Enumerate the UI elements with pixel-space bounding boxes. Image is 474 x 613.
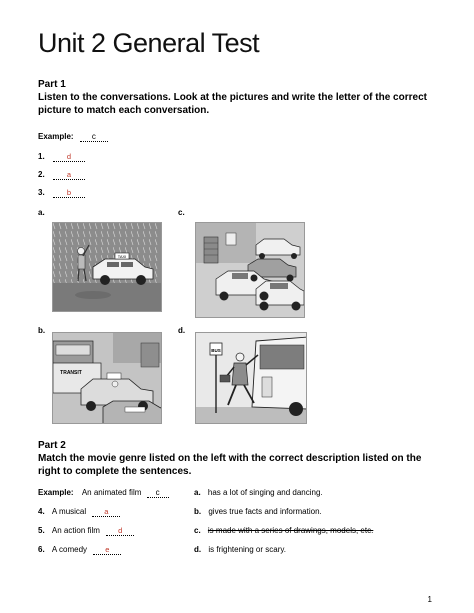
description-c: [194, 526, 373, 535]
answer-blank[interactable]: [92, 507, 120, 517]
item-number: 5.: [38, 526, 45, 535]
transit-sign-text: TRANSIT: [60, 370, 82, 376]
genre-text: An animated film: [81, 488, 142, 497]
man-running-for-bus-illustration: [195, 332, 307, 424]
part2-example-row: [38, 488, 169, 498]
part1-example: [38, 132, 108, 142]
picture-label-c: c.: [178, 208, 185, 217]
part2-item-4: [38, 507, 120, 517]
description-letter: c.: [194, 526, 201, 535]
answer-text: b: [66, 188, 71, 197]
description-text: gives true facts and information.: [208, 507, 322, 516]
part2-heading: Part 2: [38, 440, 66, 451]
taxi-sign-text: TAXI: [117, 254, 127, 259]
description-letter: b.: [194, 507, 202, 516]
part2-item-5: [38, 526, 134, 536]
description-text: is frightening or scary.: [208, 545, 287, 554]
item-number: 3.: [38, 188, 45, 197]
description-text-used: is made with a series of drawings, models, etc.: [207, 526, 374, 535]
answer-text: d: [118, 526, 123, 535]
genre-text: An action film: [51, 526, 100, 535]
part1-instructions: Listen to the conversations. Look at the pictures and write the letter of the correct picture to match each conversation.: [38, 92, 427, 116]
answer-blank[interactable]: [53, 170, 85, 180]
answer-text: a: [104, 507, 109, 516]
description-letter: a.: [194, 488, 201, 497]
part1-heading: Part 1: [38, 79, 66, 90]
answer-text: a: [66, 170, 71, 179]
answer-blank[interactable]: [53, 188, 85, 198]
bus-stop-sign-text: BUS: [211, 348, 221, 353]
example-answer-blank: [147, 488, 169, 498]
picture-label-a: a.: [38, 208, 45, 217]
page-number: 1: [427, 595, 432, 604]
part2-item-6: [38, 545, 121, 555]
answer-blank[interactable]: [93, 545, 121, 555]
picture-label-b: b.: [38, 326, 46, 335]
parking-lot-cars-illustration: [195, 222, 305, 318]
description-a: [194, 488, 323, 497]
page-title: Unit 2 General Test: [38, 28, 260, 58]
example-answer: c: [91, 132, 96, 141]
item-number: 1.: [38, 152, 45, 161]
part1-item-1: [38, 152, 85, 162]
description-b: [194, 507, 322, 516]
answer-text: d: [66, 152, 71, 161]
item-number: 6.: [38, 545, 45, 554]
answer-blank[interactable]: [53, 152, 85, 162]
genre-text: A comedy: [51, 545, 88, 554]
item-number: 4.: [38, 507, 45, 516]
answer-blank[interactable]: [106, 526, 134, 536]
example-label: Example:: [38, 488, 74, 497]
part2-instructions: Match the movie genre listed on the left with the correct description listed on the right to complete the sentences.: [38, 453, 422, 477]
description-d: [194, 545, 286, 554]
genre-text: A musical: [51, 507, 87, 516]
taxi-in-rain-illustration: [52, 222, 162, 312]
part1-item-2: [38, 170, 85, 180]
description-letter: d.: [194, 545, 202, 554]
example-answer-blank: [80, 132, 108, 142]
answer-text: e: [105, 545, 110, 554]
picture-label-d: d.: [178, 326, 186, 335]
description-text: has a lot of singing and dancing.: [207, 488, 323, 497]
traffic-jam-taxi-illustration: [52, 332, 162, 424]
item-number: 2.: [38, 170, 45, 179]
part1-item-3: [38, 188, 85, 198]
example-label: Example:: [38, 132, 74, 141]
example-answer: c: [155, 488, 160, 497]
